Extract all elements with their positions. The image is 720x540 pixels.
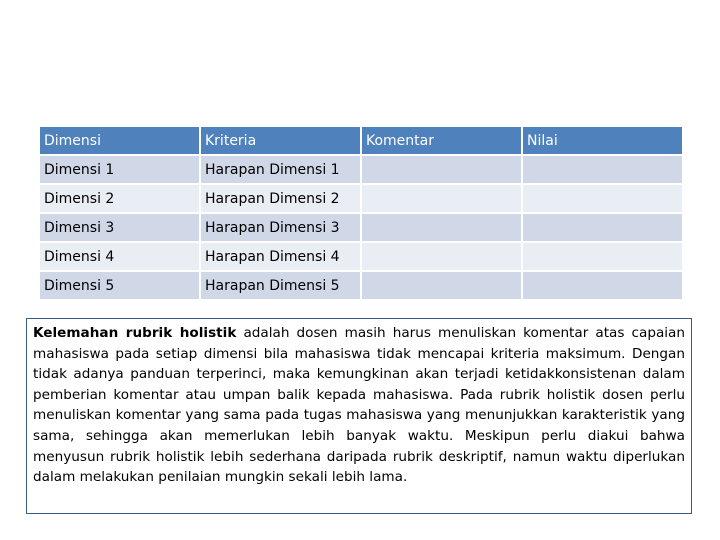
cell-nilai	[523, 214, 682, 241]
cell-komentar	[362, 185, 521, 212]
cell-kriteria: Harapan Dimensi 4	[201, 243, 360, 270]
header-kriteria: Kriteria	[201, 127, 360, 154]
cell-nilai	[523, 156, 682, 183]
cell-komentar	[362, 214, 521, 241]
cell-nilai	[523, 243, 682, 270]
header-nilai: Nilai	[523, 127, 682, 154]
note-text-box	[26, 318, 692, 514]
note-emphasis: Kelemahan rubrik holistik	[33, 325, 237, 341]
cell-kriteria: Harapan Dimensi 5	[201, 272, 360, 299]
cell-kriteria: Harapan Dimensi 2	[201, 185, 360, 212]
table-header-row	[40, 127, 682, 154]
table-row	[40, 185, 682, 212]
cell-komentar	[362, 243, 521, 270]
table-row	[40, 243, 682, 270]
cell-kriteria: Harapan Dimensi 3	[201, 214, 360, 241]
cell-dimensi: Dimensi 5	[40, 272, 199, 299]
cell-dimensi: Dimensi 3	[40, 214, 199, 241]
cell-komentar	[362, 156, 521, 183]
cell-dimensi: Dimensi 1	[40, 156, 199, 183]
header-dimensi: Dimensi	[40, 127, 199, 154]
cell-nilai	[523, 272, 682, 299]
header-komentar: Komentar	[362, 127, 521, 154]
table-row	[40, 214, 682, 241]
table-row	[40, 272, 682, 299]
table-row	[40, 156, 682, 183]
cell-dimensi: Dimensi 2	[40, 185, 199, 212]
cell-kriteria: Harapan Dimensi 1	[201, 156, 360, 183]
cell-dimensi: Dimensi 4	[40, 243, 199, 270]
cell-nilai	[523, 185, 682, 212]
note-body: adalah dosen masih harus menuliskan komentar atas capaian mahasiswa pada setiap dimensi bila mahasiswa tidak mencapai kriteria maksimum. Dengan tidak adanya panduan terperinci, maka kemungkinan akan terjadi ketidakkonsistenan dalam pemberian komentar atau umpan balik kepada mahasiswa. Pada rubrik holistik dosen perlu menuliskan komentar yang sama pada tugas mahasiswa yang menunjukkan karakteristik yang sama, sehingga akan memerlukan lebih banyak waktu. Meskipun perlu diakui bahwa menyusun rubrik holistik lebih sederhana daripada rubrik deskriptif, namun waktu diperlukan dalam melakukan penilaian mungkin sekali lebih lama.	[33, 325, 685, 486]
cell-komentar	[362, 272, 521, 299]
rubric-table	[38, 125, 684, 301]
